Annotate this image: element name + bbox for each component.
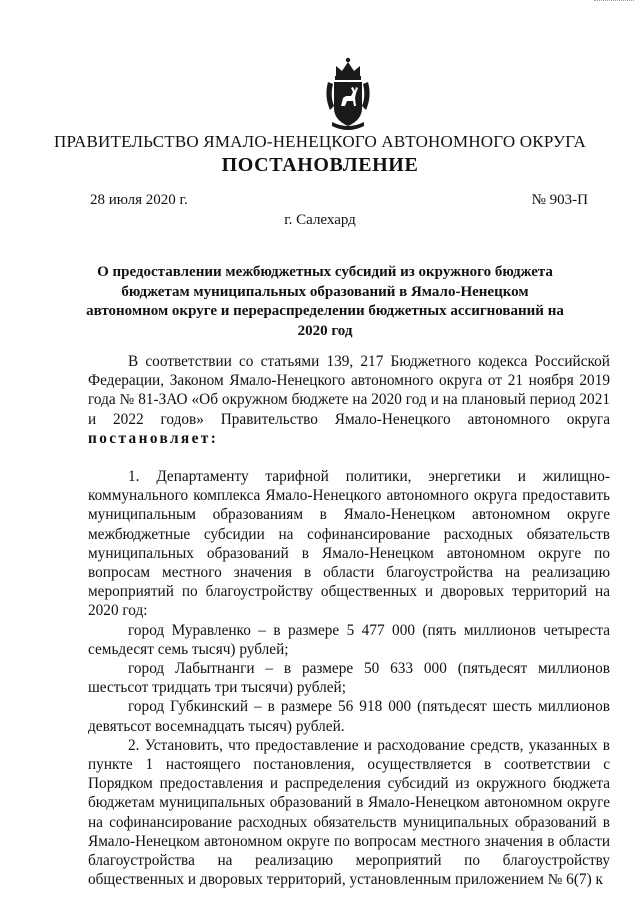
document-type: ПОСТАНОВЛЕНИЕ <box>221 154 419 176</box>
document-body <box>88 352 610 889</box>
city-gubkinsky-paragraph: город Губкинский – в размере 56 918 000 (пятьдесят шесть миллионов девятьсот восемнадцать тысяч) рублей. <box>88 698 610 735</box>
preamble-text: В соответствии со статьями 139, 217 Бюджетного кодекса Российской Федерации, Законом Ямало-Ненецкого автономного округа от 21 ноября 2019 года № 81-ЗАО «Об окружном бюджете на 2020 год и на плановый период 2021 и 2022 годов» Правительство Ямало-Ненецкого автономного округа <box>88 353 610 428</box>
document-city: г. Салехард <box>284 212 356 228</box>
preamble-paragraph <box>88 352 610 448</box>
item-1-paragraph: 1. Департаменту тарифной политики, энергетики и жилищно-коммунального комплекса Ямало-Ненецкого автономного округа предоставить муниципальным образованиям в Ямало-Ненецком автономном округе межбюджетные субсидии на софинансирование расходных обязательств муниципальных образований в Ямало-Ненецком автономном округе по вопросам местного значения в области благоустройства на реализацию мероприятий по благоустройству общественных и дворовых территорий на 2020 год: <box>88 468 610 620</box>
document-number: № 903-П <box>531 192 588 208</box>
city-muravlenko-paragraph: город Муравленко – в размере 5 477 000 (пять миллионов четыреста семьдесят семь тысяч) рублей; <box>88 621 610 658</box>
scan-corner-mark <box>594 0 634 3</box>
government-title: ПРАВИТЕЛЬСТВО ЯМАЛО-НЕНЕЦКОГО АВТОНОМНОГО ОКРУГА <box>54 132 586 151</box>
yamal-coat-of-arms-icon <box>322 56 374 132</box>
document-subject: О предоставлении межбюджетных субсидий из окружного бюджета бюджетам муниципальных образований в Ямало-Ненецком автономном округе и перераспределении бюджетных ассигнований на 2020 год <box>86 264 564 339</box>
resolves-word: постановляет: <box>88 429 219 447</box>
city-labytnangi-paragraph: город Лабытнанги – в размере 50 633 000 (пятьдесят миллионов шестьсот тридцать три тысячи) рублей; <box>88 660 610 697</box>
item-2-paragraph: 2. Установить, что предоставление и расходование средств, указанных в пункте 1 настоящего постановления, осуществляется в соответствии с Порядком предоставления и распределения субсидий из окружного бюджета бюджетам муниципальных образований в Ямало-Ненецком автономном округе на софинансирование расходных обязательств муниципальных образований в Ямало-Ненецком автономном округе по вопросам местного значения в области благоустройства на реализацию мероприятий по благоустройству общественных и дворовых территорий, установленным приложением № 6(7) к <box>88 736 610 889</box>
document-date: 28 июля 2020 г. <box>90 192 188 208</box>
